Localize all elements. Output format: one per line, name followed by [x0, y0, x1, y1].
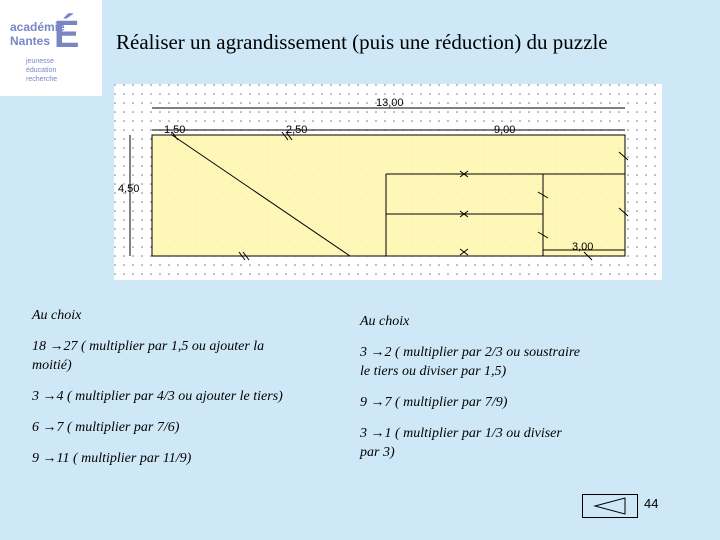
list-item: 6 →7 ( multiplier par 7/6)	[32, 420, 180, 435]
logo-text-nantes: Nantes	[10, 34, 51, 48]
list-item: 3 →1 ( multiplier par 1/3 ou diviser par 3)	[360, 426, 562, 460]
label-height: 4,50	[118, 183, 140, 195]
list-item: 3 →2 ( multiplier par 2/3 ou soustraire le tiers ou diviser par 1,5)	[360, 345, 580, 379]
right-heading: Au choix	[360, 314, 410, 329]
triangle-left-icon	[583, 495, 637, 517]
puzzle-area	[152, 135, 625, 256]
previous-slide-button[interactable]	[582, 494, 638, 518]
label-middle-segment: 2,50	[286, 124, 308, 136]
list-item: 18 →27 ( multiplier par 1,5 ou ajouter la moitié)	[32, 339, 265, 373]
label-left-segment: 1,50	[164, 124, 186, 136]
label-right-segment: 9,00	[494, 124, 516, 136]
list-item: 3 →4 ( multiplier par 4/3 ou ajouter le tiers)	[32, 389, 283, 404]
left-heading: Au choix	[32, 308, 82, 323]
logo-letter: É	[54, 14, 80, 56]
logo-text-recherche: recherche	[26, 76, 58, 83]
label-total-width: 13,00	[376, 97, 404, 109]
list-item: 9 →7 ( multiplier par 7/9)	[360, 395, 508, 410]
left-column	[32, 306, 300, 480]
label-bottom-right: 3,00	[572, 241, 594, 253]
page-title: Réaliser un agrandissement (puis une réduction) du puzzle	[116, 30, 608, 54]
right-column	[360, 312, 582, 474]
logo-text-jeunesse: jeunesse	[26, 58, 55, 65]
list-item: 9 →11 ( multiplier par 11/9)	[32, 451, 192, 466]
puzzle-figure	[114, 84, 662, 280]
logo-text-education: éducation	[26, 67, 57, 74]
academie-nantes-logo	[0, 0, 102, 96]
page-number: 44	[644, 496, 659, 511]
logo-text-academie: académie	[10, 20, 65, 34]
